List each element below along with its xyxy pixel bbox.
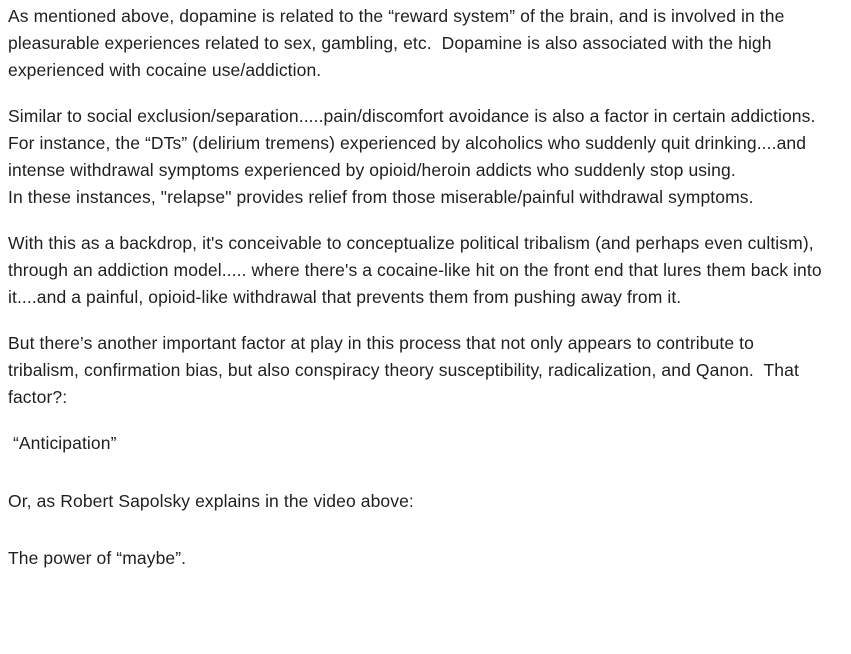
paragraph-dopamine-reward: As mentioned above, dopamine is related to the “reward system” of the brain, and is involved in the pleasurable experiences related to sex, gambling, etc. Dopamine is also associated with the high experienced with cocaine use/addiction.: [8, 6, 790, 80]
document-text: [8, 3, 828, 572]
paragraph-anticipation: “Anticipation”: [8, 433, 117, 453]
paragraph-sapolsky: Or, as Robert Sapolsky explains in the video above:: [8, 491, 414, 511]
paragraph-pain-avoidance: Similar to social exclusion/separation.....pain/discomfort avoidance is also a factor in certain addictions. For instance, the “DTs” (delirium tremens) experienced by alcoholics who suddenly quit drinking....and intense withdrawal symptoms experienced by opioid/heroin addicts who suddenly stop using.: [8, 106, 826, 180]
paragraph-relapse: In these instances, "relapse" provides relief from those miserable/painful withdrawal symptoms.: [8, 187, 754, 207]
paragraph-power-of-maybe: The power of “maybe”.: [8, 548, 187, 568]
paragraph-addiction-model: With this as a backdrop, it's conceivable to conceptualize political tribalism (and perhaps even cultism), through an addiction model..... where there's a cocaine-like hit on the front end that lures them back into it....and a painful, opioid-like withdrawal that prevents them from pushing away from it.: [8, 233, 827, 307]
paragraph-another-factor: But there’s another important factor at play in this process that not only appears to contribute to tribalism, confirmation bias, but also conspiracy theory susceptibility, radicalization, and Qanon. That factor?:: [8, 333, 804, 407]
